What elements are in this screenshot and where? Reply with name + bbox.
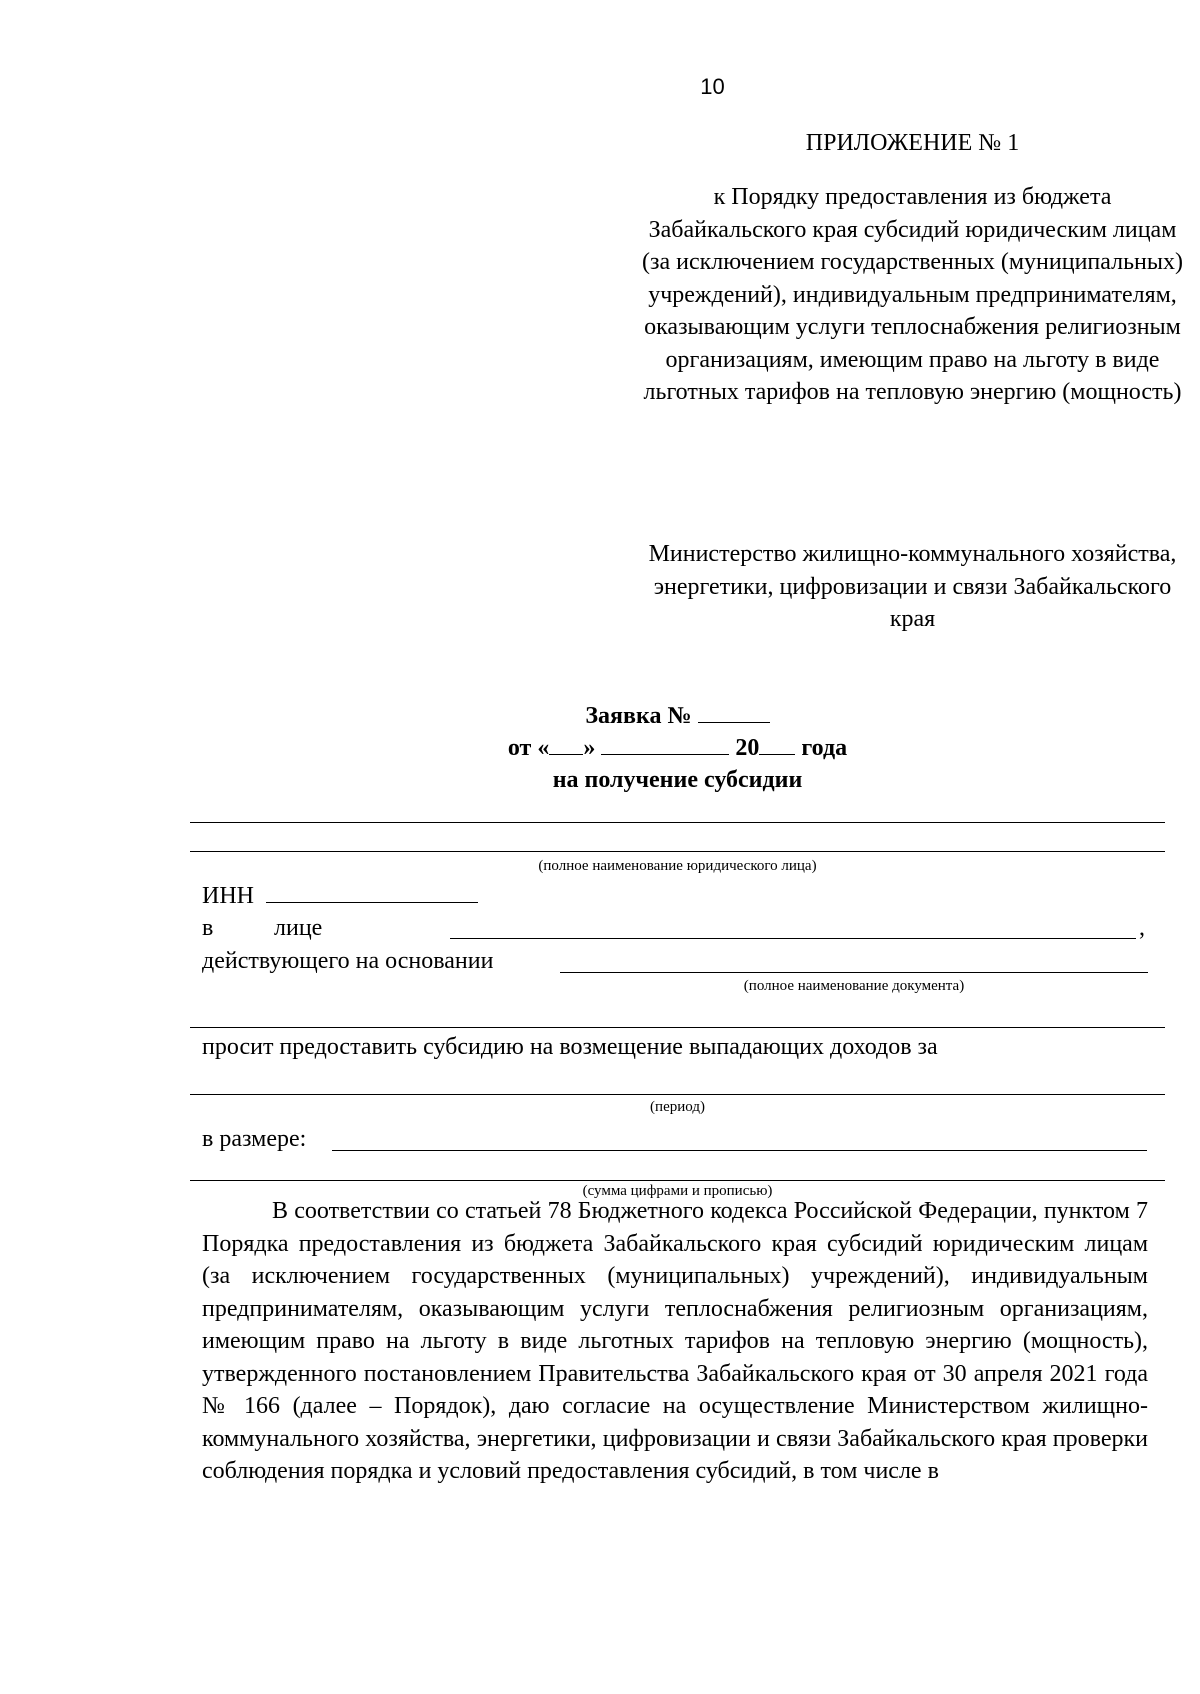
date-year-prefix: 20 <box>735 735 760 761</box>
date-month-blank <box>601 732 729 755</box>
date-year-blank <box>759 732 795 755</box>
legal-name-line-1 <box>190 822 1165 823</box>
caption-document: (полное наименование документа) <box>743 978 965 994</box>
application-number-line <box>190 700 1165 732</box>
date-year-word: года <box>801 735 848 761</box>
request-text: просит предоставить субсидию на возмещение выпадающих доходов за <box>202 1034 938 1060</box>
basis-label: действующего на основании <box>202 948 494 974</box>
date-from-label: от « <box>507 735 550 761</box>
caption-amount: (сумма цифрами и прописью) <box>582 1183 773 1199</box>
basis-blank <box>560 972 1148 973</box>
application-number-label: Заявка № <box>585 703 692 729</box>
page-number: 10 <box>700 74 725 99</box>
period-line <box>190 1094 1165 1095</box>
appendix-basis: к Порядку предоставления из бюджета Забайкальского края субсидий юридическим лицам (за исключением государственных (муниципальных) учреждений), индивидуальным предпринимателям, оказывающим услуги теплоснабжения религиозным организациям, имеющим право на льготу в виде льготных тарифов на тепловую энергию (мощность) <box>642 184 1183 405</box>
amount-blank <box>332 1150 1147 1151</box>
amount-label: в размере: <box>202 1126 307 1152</box>
inn-label: ИНН <box>202 883 254 909</box>
amount-line-2 <box>190 1180 1165 1181</box>
in-label: в <box>202 915 214 941</box>
application-purpose: на получение субсидии <box>552 767 803 793</box>
consent-paragraph: В соответствии со статьей 78 Бюджетного кодекса Российской Федерации, пунктом 7 Порядка предоставления из бюджета Забайкальского края субсидий юридическим лицам (за исключением государственных (муниципальных) учреждений), индивидуальным предпринимателям, оказывающим услуги теплоснабжения религиозным организациям, имеющим право на льготу в виде льготных тарифов на тепловую энергию (мощность), утвержденного постановлением Правительства Забайкальского края от 30 апреля 2021 года № 166 (далее – Порядок), даю согласие на осуществление Министерством жилищно-коммунального хозяйства, энергетики, цифровизации и связи Забайкальского края проверки соблюдения порядка и условий предоставления субсидий, в том числе в <box>202 1198 1148 1484</box>
application-date-line <box>190 732 1165 764</box>
date-day-blank <box>549 732 583 755</box>
caption-legal-name: (полное наименование юридического лица) <box>538 858 817 874</box>
caption-period: (период) <box>650 1099 705 1115</box>
basis-line-2 <box>190 1027 1165 1028</box>
inn-row <box>202 880 478 911</box>
inn-blank <box>266 880 478 903</box>
addressee: Министерство жилищно-коммунального хозяйства, энергетики, цифровизации и связи Забайкальского края <box>648 541 1177 632</box>
person-comma: , <box>1139 915 1145 941</box>
appendix-title: ПРИЛОЖЕНИЕ № 1 <box>805 130 1020 156</box>
person-label: лице <box>274 915 323 941</box>
person-blank <box>450 938 1136 939</box>
application-number-blank <box>698 700 770 723</box>
date-close-quote: » <box>583 735 596 761</box>
legal-name-line-2 <box>190 851 1165 852</box>
